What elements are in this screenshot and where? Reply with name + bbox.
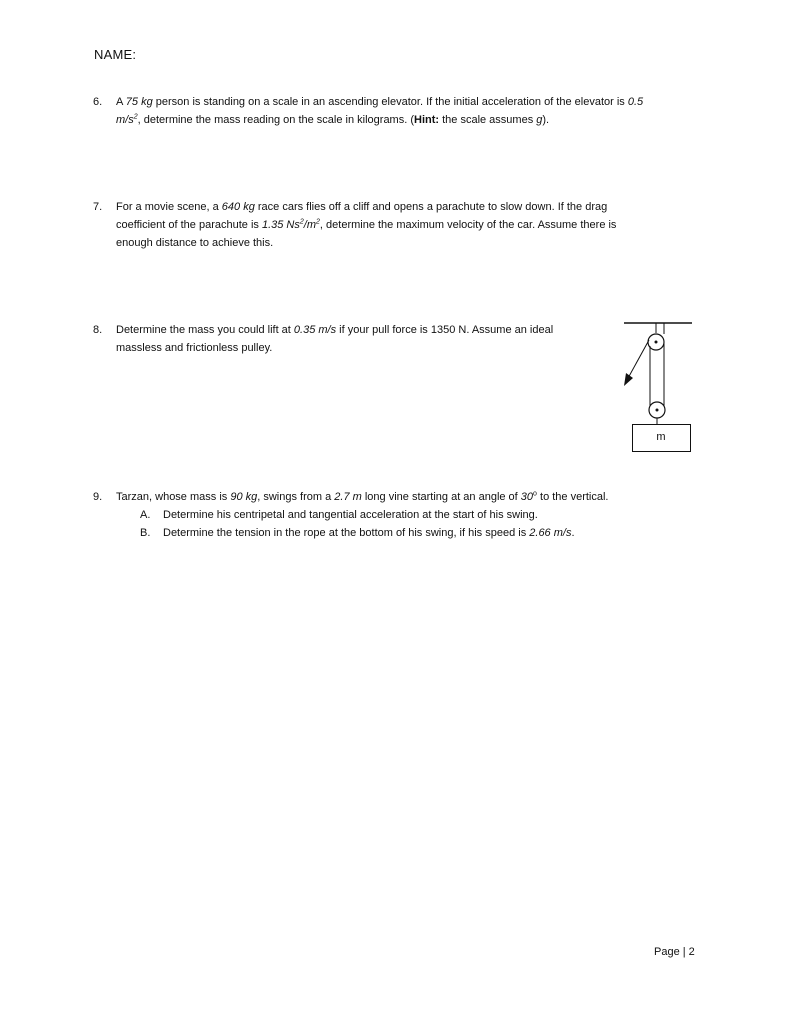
question-line: For a movie scene, a 640 kg race cars flies off a cliff and opens a parachute to slow down. If the drag — [116, 201, 608, 213]
question-text — [116, 198, 693, 252]
question-9 — [93, 488, 693, 542]
pulley-diagram — [616, 318, 696, 458]
sub-question-letter: B. — [140, 527, 151, 539]
question-line: Tarzan, whose mass is 90 kg, swings from a 2.7 m long vine starting at an angle of 30$^o$ to the vertical. — [116, 490, 609, 503]
bottom-pulley-axle — [656, 409, 659, 412]
sub-question-text: Determine his centripetal and tangential acceleration at the start of his swing. — [163, 509, 538, 521]
question-number: 8. — [93, 324, 103, 336]
question-text — [116, 321, 693, 357]
question-8 — [93, 321, 693, 357]
page-number: Page | 2 — [654, 946, 695, 958]
top-pulley-axle — [655, 341, 658, 344]
question-7 — [93, 198, 693, 252]
question-line: massless and frictionless pulley. — [116, 342, 273, 354]
question-line: A 75 kg person is standing on a scale in an ascending elevator. If the initial acceleration of the elevator is 0.5 — [116, 96, 644, 108]
sub-question-a — [140, 506, 693, 524]
pull-arrow-icon — [624, 373, 633, 386]
question-6 — [93, 93, 693, 129]
sub-question-letter: A. — [140, 509, 151, 521]
question-line: enough distance to achieve this. — [116, 237, 274, 249]
question-line: $m/s^2$, determine the mass reading on the scale in kilograms. (Hint: the scale assumes g). — [116, 113, 550, 126]
question-number: 6. — [93, 96, 103, 108]
pull-rope — [627, 340, 649, 380]
sub-question-text: Determine the tension in the rope at the bottom of his swing, if his speed is — [163, 527, 530, 539]
question-text — [116, 488, 693, 506]
name-label: NAME: — [94, 47, 137, 62]
question-number: 9. — [93, 491, 103, 503]
question-line: Determine the mass you could lift at 0.35 m/s if your pull force is 1350 N. Assume an ideal — [116, 324, 554, 336]
question-text — [116, 93, 693, 129]
mass-label: m — [656, 431, 666, 443]
question-line: coefficient of the parachute is 1.35 $Ns^2/m^2$, determine the maximum velocity of the car. Assume there is — [116, 218, 617, 231]
sub-question-b: B. Determine the tension in the rope at the bottom of his swing, if his speed is 2.66 m/s. — [140, 524, 693, 542]
question-number: 7. — [93, 201, 103, 213]
